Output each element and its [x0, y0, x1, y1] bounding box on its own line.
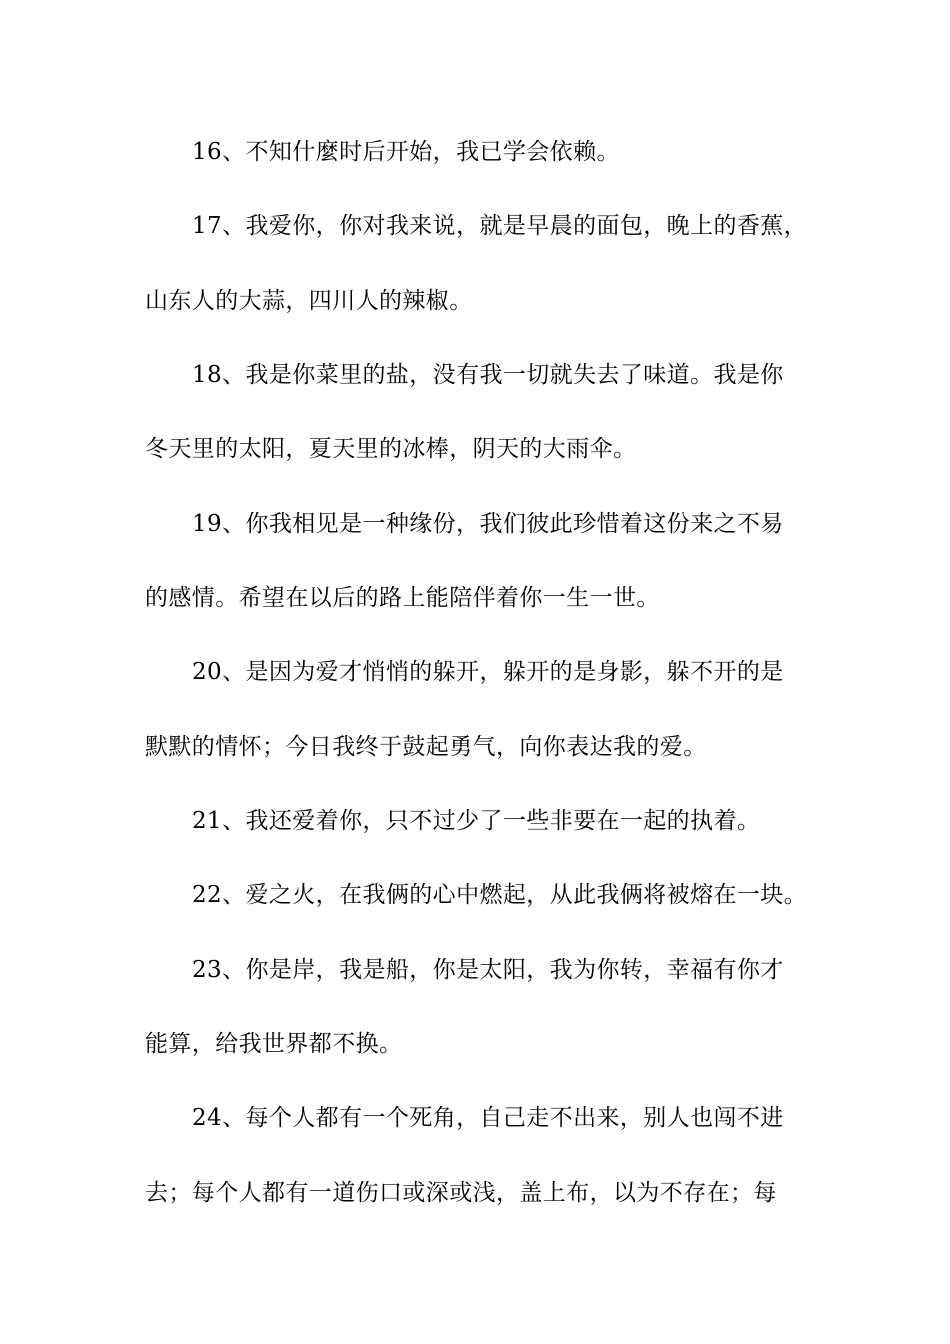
item-16-line-1: 16、不知什麼时后开始，我已学会依赖。	[192, 139, 620, 165]
item-21-line-1: 21、我还爱着你，只不过少了一些非要在一起的执着。	[192, 808, 761, 834]
item-20-line-2: 默默的情怀；今日我终于鼓起勇气，向你表达我的爱。	[145, 734, 707, 760]
item-24-line-1: 24、每个人都有一个死角，自己走不出来，别人也闯不进	[192, 1105, 784, 1131]
item-18-line-1: 18、我是你菜里的盐，没有我一切就失去了味道。我是你	[192, 362, 784, 388]
item-20-line-1: 20、是因为爱才悄悄的躲开，躲开的是身影，躲不开的是	[192, 659, 784, 685]
item-23-line-1: 23、你是岸，我是船，你是太阳，我为你转，幸福有你才	[192, 957, 784, 983]
item-24-line-2: 去；每个人都有一道伤口或深或浅，盖上布，以为不存在；每	[145, 1180, 777, 1206]
item-17-line-2: 山东人的大蒜，四川人的辣椒。	[145, 288, 473, 314]
item-22-line-1: 22、爱之火，在我俩的心中燃起，从此我俩将被熔在一块。	[192, 882, 808, 908]
item-18-line-2: 冬天里的太阳，夏天里的冰棒，阴天的大雨伞。	[145, 436, 637, 462]
item-19-line-2: 的感情。希望在以后的路上能陪伴着你一生一世。	[145, 585, 660, 611]
item-23-line-2: 能算，给我世界都不换。	[145, 1031, 403, 1057]
item-17-line-1: 17、我爱你，你对我来说，就是早晨的面包，晚上的香蕉，	[192, 213, 808, 239]
item-19-line-1: 19、你我相见是一种缘份，我们彼此珍惜着这份来之不易	[192, 511, 784, 537]
